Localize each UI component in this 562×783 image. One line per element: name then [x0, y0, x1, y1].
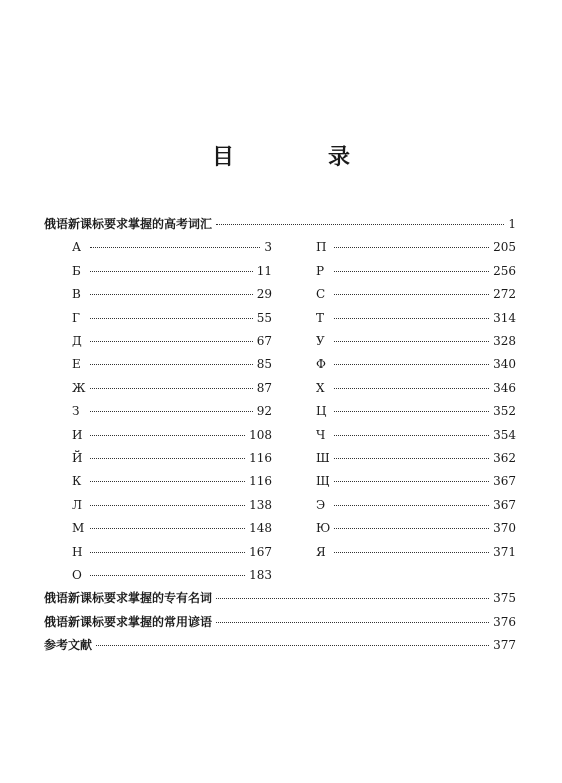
- leader-dots: [90, 411, 253, 412]
- toc-letter-entry[interactable]: [316, 378, 516, 398]
- leader-dots: [90, 575, 245, 576]
- toc-letter-entry[interactable]: [72, 331, 272, 351]
- toc-entry-label: Щ: [316, 474, 330, 489]
- toc-letter-entry[interactable]: [72, 495, 272, 515]
- leader-dots: [334, 318, 489, 319]
- toc-letter-entry[interactable]: [72, 518, 272, 538]
- toc-letter-entry[interactable]: [72, 401, 272, 421]
- toc-letter-entry[interactable]: [72, 565, 272, 585]
- leader-dots: [334, 411, 489, 412]
- toc-entry-page: 362: [493, 451, 516, 465]
- leader-dots: [334, 364, 489, 365]
- toc-entry-label: Я: [316, 544, 326, 559]
- toc-entry-label: Л: [72, 497, 83, 512]
- leader-dots: [90, 271, 253, 272]
- toc-letter-entry[interactable]: [316, 401, 516, 421]
- toc-letter-entry[interactable]: [72, 471, 272, 491]
- toc-entry-page: 376: [493, 614, 516, 629]
- toc-letter-entry[interactable]: [72, 284, 272, 304]
- toc-letter-entry[interactable]: [72, 261, 272, 281]
- toc-entry-label: Р: [316, 263, 325, 278]
- toc-letter-entry[interactable]: [316, 448, 516, 468]
- leader-dots: [90, 505, 245, 506]
- toc-section-entry[interactable]: [44, 612, 516, 632]
- toc-letter-entry[interactable]: [316, 495, 516, 515]
- toc-entry-label: Х: [316, 380, 325, 395]
- toc-letter-entry[interactable]: [316, 331, 516, 351]
- toc-entry-page: 367: [493, 497, 516, 512]
- toc-entry-page: 85: [256, 357, 272, 372]
- leader-dots: [90, 528, 245, 529]
- toc-entry-label: Ц: [316, 404, 327, 419]
- toc-entry-label: 俄语新课标要求掌握的高考词汇: [44, 217, 213, 231]
- toc-letter-entry[interactable]: [316, 237, 516, 257]
- toc-entry-label: С: [316, 287, 326, 302]
- toc-letter-entry[interactable]: [72, 542, 272, 562]
- toc-entry-label: П: [316, 240, 327, 255]
- toc-entry-page: 354: [493, 427, 516, 442]
- toc-entry-page: 367: [493, 474, 516, 489]
- toc-entry-page: 1: [508, 217, 516, 231]
- toc-entry-label: Б: [72, 263, 81, 278]
- toc-entry-page: 375: [493, 591, 516, 606]
- toc-entry-page: 11: [256, 263, 272, 278]
- toc-letter-entry[interactable]: [316, 284, 516, 304]
- toc-entry-page: 352: [493, 404, 516, 419]
- toc-entry-label: М: [72, 521, 85, 536]
- toc-entry-label: 参考文献: [44, 638, 93, 653]
- toc-entry-page: 92: [256, 404, 272, 419]
- toc-entry-page: 377: [493, 638, 516, 653]
- toc-entry-page: 205: [493, 240, 516, 255]
- toc-letter-entry[interactable]: [72, 425, 272, 445]
- toc-entry-label: А: [72, 240, 82, 255]
- toc-letter-entry[interactable]: [72, 448, 272, 468]
- leader-dots: [334, 458, 489, 459]
- toc-entry-label: В: [72, 287, 81, 302]
- leader-dots: [90, 341, 253, 342]
- leader-dots: [90, 481, 245, 482]
- leader-dots: [216, 598, 489, 599]
- toc-entry-page: 138: [249, 497, 272, 512]
- toc-letter-entry[interactable]: [72, 237, 272, 257]
- leader-dots: [90, 294, 253, 295]
- leader-dots: [334, 271, 489, 272]
- leader-dots: [334, 247, 489, 248]
- toc-entry-page: 340: [493, 357, 516, 372]
- toc-entry-page: 167: [249, 544, 272, 559]
- toc-section-entry[interactable]: [44, 588, 516, 608]
- leader-dots: [334, 388, 489, 389]
- toc-letter-entry[interactable]: [72, 354, 272, 374]
- toc-entry-label: К: [72, 474, 82, 489]
- leader-dots: [90, 552, 245, 553]
- page-title: 目 录: [211, 144, 386, 170]
- toc-entry-page: 116: [249, 474, 272, 489]
- toc-entry-label: Д: [72, 334, 82, 348]
- toc-entry-page: 67: [256, 334, 272, 348]
- toc-section-entry[interactable]: [44, 635, 516, 655]
- toc-entry-label: Ф: [316, 357, 326, 372]
- toc-entry-page: 272: [493, 287, 516, 302]
- toc-entry-label: Э: [316, 497, 326, 512]
- leader-dots: [90, 388, 253, 389]
- toc-entry-page: 116: [249, 451, 272, 465]
- leader-dots: [216, 622, 489, 623]
- leader-dots: [90, 435, 245, 436]
- toc-entry-label: Г: [72, 310, 80, 325]
- toc-entry-label: Н: [72, 544, 83, 559]
- toc-entry-label: Й: [72, 451, 83, 465]
- toc-letter-entry[interactable]: [72, 378, 272, 398]
- toc-entry-page: 55: [256, 310, 272, 325]
- toc-entry-label: 俄语新课标要求掌握的专有名词: [44, 591, 213, 606]
- leader-dots: [334, 341, 489, 342]
- toc-entry-label: 俄语新课标要求掌握的常用谚语: [44, 614, 213, 629]
- toc-letter-entry[interactable]: [316, 425, 516, 445]
- toc-entry-page: 3: [264, 240, 272, 255]
- leader-dots: [90, 318, 253, 319]
- toc-entry-page: 29: [256, 287, 272, 302]
- toc-entry-label: Е: [72, 357, 81, 372]
- leader-dots: [90, 247, 260, 248]
- toc-entry-label: Ю: [316, 521, 331, 536]
- toc-entry-label: Т: [316, 310, 325, 325]
- toc-letter-entry[interactable]: [316, 261, 516, 281]
- leader-dots: [96, 645, 489, 646]
- leader-dots: [334, 552, 489, 553]
- toc-entry-page: 328: [493, 334, 516, 348]
- toc-letter-entry[interactable]: [316, 542, 516, 562]
- toc-entry-page: 108: [249, 427, 272, 442]
- toc-entry-label: У: [316, 334, 325, 348]
- toc-entry-page: 256: [493, 263, 516, 278]
- leader-dots: [334, 528, 489, 529]
- leader-dots: [90, 458, 245, 459]
- toc-entry-page: 87: [256, 380, 272, 395]
- leader-dots: [334, 435, 489, 436]
- toc-entry-label: И: [72, 427, 83, 442]
- leader-dots: [334, 481, 489, 482]
- toc-letter-entry[interactable]: [316, 471, 516, 491]
- toc-entry-label: О: [72, 568, 82, 582]
- toc-entry-label: Ш: [316, 451, 330, 465]
- leader-dots: [90, 364, 253, 365]
- toc-entry-label: Ч: [316, 427, 326, 442]
- toc-entry-page: 371: [493, 544, 516, 559]
- toc-entry-page: 346: [493, 380, 516, 395]
- toc-entry-page: 148: [249, 521, 272, 536]
- toc-letter-entry[interactable]: [316, 518, 516, 538]
- toc-letter-entry[interactable]: [316, 354, 516, 374]
- toc-entry-page: 314: [493, 310, 516, 325]
- leader-dots: [216, 224, 504, 225]
- leader-dots: [334, 294, 489, 295]
- leader-dots: [334, 505, 489, 506]
- toc-entry-label: З: [72, 404, 80, 419]
- toc-entry-page: 183: [249, 568, 272, 582]
- toc-entry-page: 370: [493, 521, 516, 536]
- toc-letter-entry[interactable]: [72, 308, 272, 328]
- toc-entry-label: Ж: [72, 380, 86, 395]
- toc-section-entry[interactable]: [44, 214, 516, 234]
- toc-letter-entry[interactable]: [316, 308, 516, 328]
